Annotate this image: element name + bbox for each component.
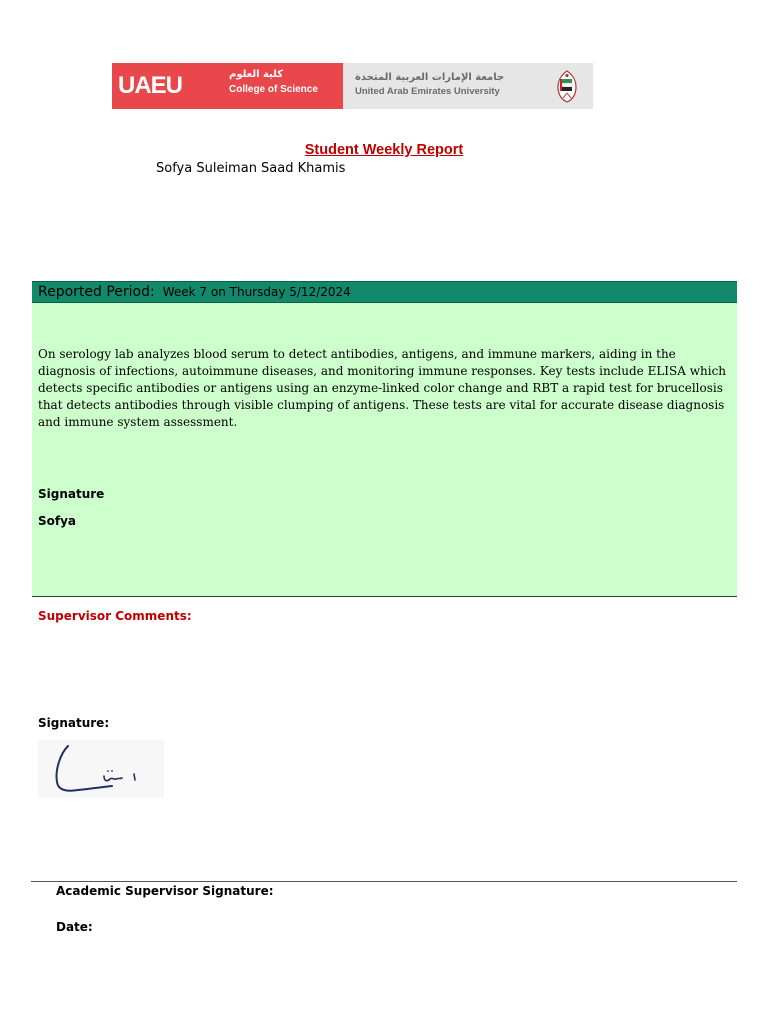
university-name-arabic: جامعة الإمارات العربية المتحدة <box>355 72 505 83</box>
supervisor-signature-image <box>38 740 164 798</box>
date-label: Date: <box>56 920 93 934</box>
university-name-english: United Arab Emirates University <box>355 86 500 97</box>
university-emblem-icon <box>553 69 581 103</box>
reported-period-bar <box>32 281 737 303</box>
academic-supervisor-signature-label: Academic Supervisor Signature: <box>56 884 274 898</box>
supervisor-comments-label: Supervisor Comments: <box>38 609 192 623</box>
period-label: Reported Period: <box>38 284 155 300</box>
header-banner <box>112 63 593 109</box>
uaeu-logo-text: UAEU <box>118 72 183 99</box>
student-signature-label: Signature <box>38 487 105 501</box>
college-logo-block <box>112 63 343 109</box>
report-title: Student Weekly Report <box>304 142 464 158</box>
supervisor-signature-label: Signature: <box>38 716 110 730</box>
student-signature-name: Sofya <box>38 514 77 528</box>
report-body-text: On serology lab analyzes blood serum to detect antibodies, antigens, and immune markers, aiding in the diagnosis of infections, autoimmune diseases, and monitoring immune responses. Key tests include ELISA which detects specific antibodies or antigens using an enzyme-linked color change and RBT a rapid test for brucellosis that detects antibodies through visible clumping of antigens. These tests are vital for accurate disease diagnosis and immune system assessment. <box>38 347 727 429</box>
academic-divider <box>31 881 737 882</box>
period-value: Week 7 on Thursday 5/12/2024 <box>162 285 351 299</box>
report-content-block <box>32 303 737 597</box>
student-name: Sofya Suleiman Saad Khamis <box>156 161 346 176</box>
college-name-english: College of Science <box>229 84 318 95</box>
college-name-arabic: كلية العلوم <box>229 69 284 80</box>
university-logo-block <box>343 63 593 109</box>
